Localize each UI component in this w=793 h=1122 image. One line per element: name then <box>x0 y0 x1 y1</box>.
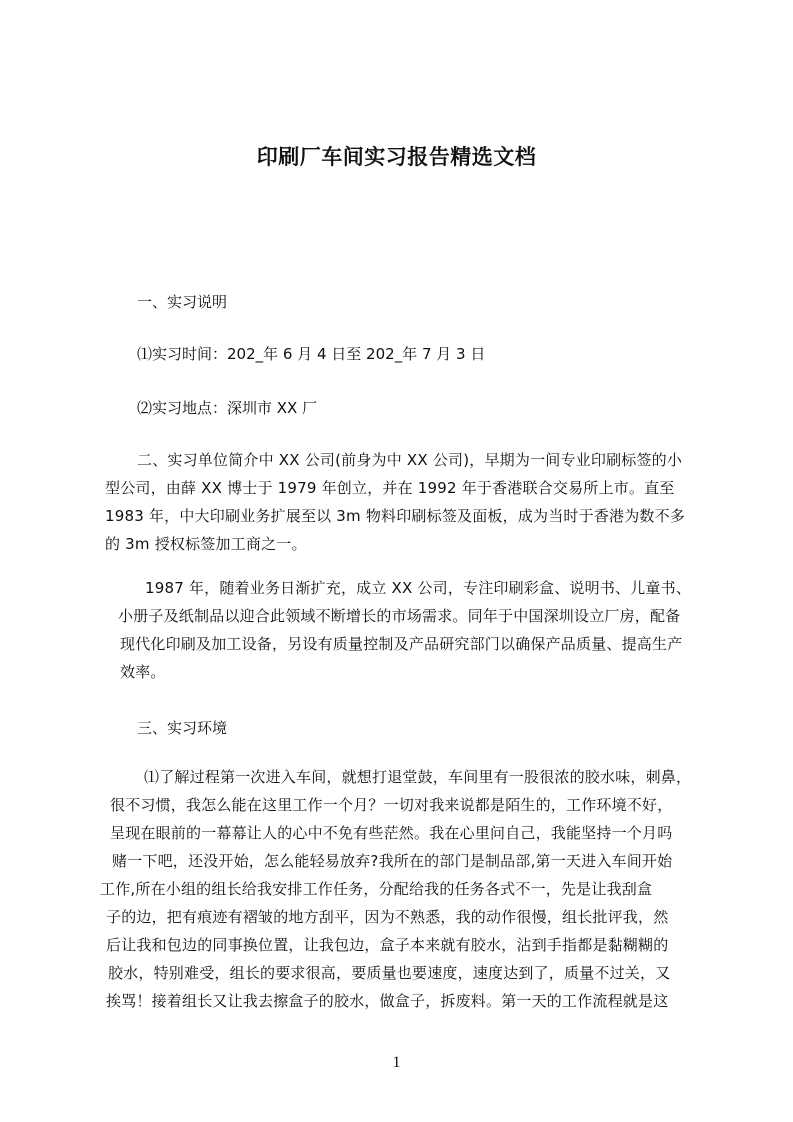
paragraph-line: 小册子及纸制品以迎合此领域不断增长的市场需求。同年于中国深圳设立厂房，配备 <box>118 607 681 625</box>
company-history-paragraph <box>100 574 720 686</box>
paragraph-line: 的 3m 授权标签加工商之一。 <box>105 535 307 553</box>
page-number: 1 <box>392 1054 401 1071</box>
internship-environment-paragraph <box>100 763 720 1015</box>
internship-time: ⑴实习时间：202_年 6 月 4 日至 202_年 7 月 3 日 <box>137 345 486 363</box>
paragraph-line: 1983 年，中大印刷业务扩展至以 3m 物料印刷标签及面板，成为当时于香港为数不多 <box>105 507 686 525</box>
paragraph-line: 工作,所在小组的组长给我安排工作任务，分配给我的任务各式不一，先是让我刮盒 <box>100 880 653 898</box>
paragraph-line: 子的边，把有痕迹有褶皱的地方刮平，因为不熟悉，我的动作很慢，组长批评我，然 <box>106 908 669 926</box>
company-intro-paragraph <box>100 446 720 558</box>
paragraph-line: ⑴了解过程第一次进入车间，就想打退堂鼓，车间里有一股很浓的胶水味，刺鼻， <box>144 768 692 786</box>
paragraph-line: 挨骂！接着组长又让我去擦盒子的胶水，做盒子，拆废料。第一天的工作流程就是这 <box>106 992 669 1010</box>
paragraph-line: 1987 年，随着业务日渐扩充，成立 XX 公司，专注印刷彩盒、说明书、儿童书、 <box>145 579 692 597</box>
paragraph-line: 胶水，特别难受，组长的要求很高，要质量也要速度，速度达到了，质量不过关，又 <box>108 964 671 982</box>
paragraph-line: 很不习惯，我怎么能在这里工作一个月？一切对我来说都是陌生的，工作环境不好， <box>110 796 673 814</box>
paragraph-line: 二、实习单位简介中 XX 公司(前身为中 XX 公司)，早期为一间专业印刷标签的小 <box>137 451 683 469</box>
paragraph-line: 赌一下吧，还没开始，怎么能轻易放弃?我所在的部门是制品部,第一天进入车间开始 <box>112 852 673 870</box>
document-title: 印刷厂车间实习报告精选文档 <box>256 145 537 169</box>
paragraph-line: 现代化印刷及加工设备，另设有质量控制及产品研究部门以确保产品质量、提高生产 <box>120 635 683 653</box>
internship-location: ⑵实习地点：深圳市 XX 厂 <box>137 399 318 417</box>
section-heading-internship-description: 一、实习说明 <box>137 293 228 311</box>
paragraph-line: 效率。 <box>120 663 166 681</box>
section-heading-internship-environment: 三、实习环境 <box>137 719 228 737</box>
paragraph-line: 型公司，由薛 XX 博士于 1979 年创立，并在 1992 年于香港联合交易所上市。直至 <box>105 479 675 497</box>
paragraph-line: 后让我和包边的同事换位置，让我包边，盒子本来就有胶水，沾到手指都是黏糊糊的 <box>106 936 669 954</box>
paragraph-line: 呈现在眼前的一幕幕让人的心中不免有些茫然。我在心里问自己，我能坚持一个月吗 <box>110 824 673 842</box>
